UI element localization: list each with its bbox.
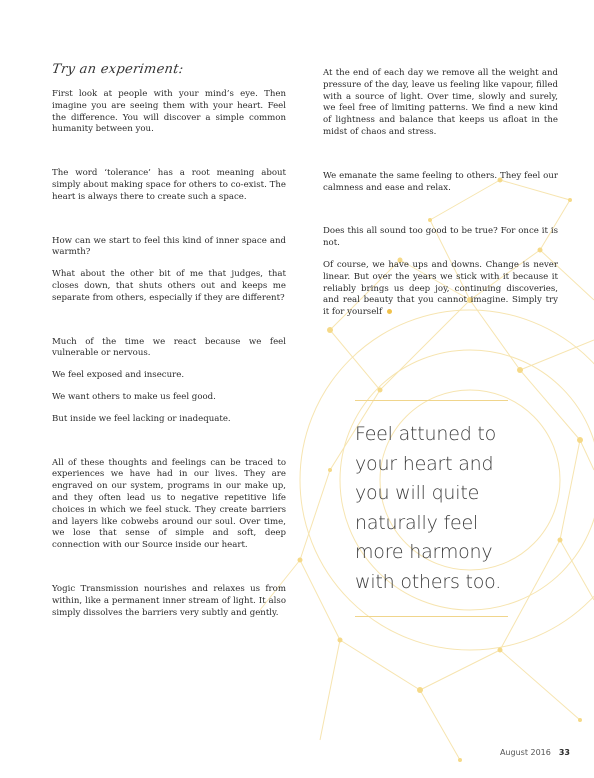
paragraph-too-good: Does this all sound too good to be true? For once it is not.: [323, 226, 558, 249]
pull-quote-top-rule: [355, 400, 508, 401]
paragraph-inner-space: How can we start to feel this kind of inner space and warmth?: [52, 235, 286, 258]
paragraph-want-others: We want others to make us feel good.: [52, 391, 216, 402]
page-number: 33: [558, 748, 570, 757]
paragraph-yogic-transmission: Yogic Transmission nourishes and relaxes us from within, like a permanent inner stream of light. It also simply dissolves the barriers very subtly and gently.: [52, 583, 286, 618]
pull-quote-text: Feel attuned to your heart and you will quite naturally feel more harmony with others too.: [355, 423, 502, 593]
left-column: [52, 62, 286, 619]
paragraph-lacking: But inside we feel lacking or inadequate.: [52, 413, 231, 424]
paragraph-tolerance: The word ‘tolerance’ has a root meaning about simply about making space for others to co-exist. The heart is always there to create such a space.: [52, 168, 286, 202]
end-mark-dot: [387, 309, 392, 314]
paragraph-exposed: We feel exposed and insecure.: [52, 370, 185, 381]
pull-quote: [355, 400, 555, 617]
page-footer: [500, 748, 570, 757]
paragraph-vulnerable: Much of the time we react because we feel vulnerable or nervous.: [52, 336, 286, 359]
pull-quote-bottom-rule: [355, 616, 508, 617]
paragraph-emanate: We emanate the same feeling to others. They feel our calmness and ease and relax.: [323, 170, 558, 193]
section-heading: Try an experiment:: [50, 62, 185, 77]
paragraph-ups-and-downs: Of course, we have ups and downs. Change is never linear. But over the years we stick with it because it reliably brings us deep joy, continuing discoveries, and real beauty that you cannot imagine. Simply try it for yourself: [323, 259, 558, 318]
paragraph-experiment: First look at people with your mind’s eye. Then imagine you are seeing them with your heart. Feel the difference. You will discover a simple common humanity between you.: [52, 89, 286, 135]
paragraph-thoughts: All of these thoughts and feelings can be traced to experiences we have had in our lives. They are engraved on our system, programs in our make up, and they often lead us to negative repetitive life choices in which we feel stuck. They create barriers and layers like cobwebs around our soul. Over time, we lose that sense of simple and soft, deep connection with our Source inside our heart.: [52, 457, 286, 551]
issue-date: August 2016: [499, 748, 551, 757]
paragraph-end-of-day: At the end of each day we remove all the weight and pressure of the day, leave us feeling like vapour, filled with a source of light. Over time, slowly and surely, we feel free of limiting patterns. We find a new kind of lightness and balance that keeps us afloat in the midst of chaos and stress.: [323, 68, 558, 137]
right-column: [323, 68, 558, 319]
paragraph-judges: What about the other bit of me that judges, that closes down, that shuts others out and keeps me separate from others, especially if they are different?: [52, 269, 286, 303]
